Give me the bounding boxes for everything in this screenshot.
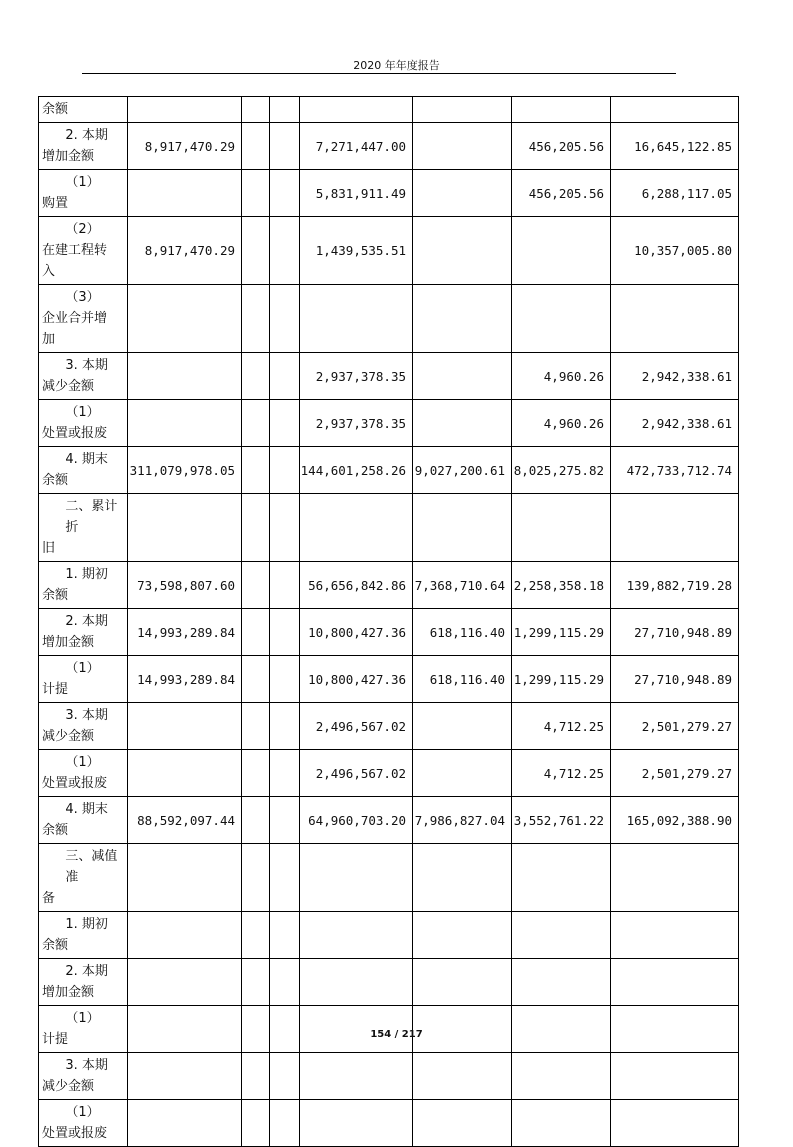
value-cell-c3 xyxy=(270,912,300,959)
value-cell-c4 xyxy=(300,959,413,1006)
row-label-line: 余额 xyxy=(42,588,69,603)
value-cell-c7: 139,882,719.28 xyxy=(611,562,739,609)
value-cell-c7 xyxy=(611,1053,739,1100)
value-cell-c1: 8,917,470.29 xyxy=(128,123,242,170)
value-cell-c4 xyxy=(300,1053,413,1100)
value-cell-c3 xyxy=(270,703,300,750)
value-cell-c5 xyxy=(413,123,512,170)
value-cell-c6 xyxy=(512,912,611,959)
table-row xyxy=(39,494,739,562)
value-cell-c6 xyxy=(512,1053,611,1100)
value-cell-c7: 165,092,388.90 xyxy=(611,797,739,844)
row-label xyxy=(39,97,128,123)
fixed-assets-table xyxy=(38,96,739,1147)
row-label-line: 余额 xyxy=(42,473,69,488)
value-cell-c6: 1,299,115.29 xyxy=(512,656,611,703)
value-cell-c5 xyxy=(413,912,512,959)
row-label-line: 在建工程转 xyxy=(42,243,108,258)
row-label-line: 1. 期初 xyxy=(65,567,108,582)
value-cell-c2 xyxy=(242,353,270,400)
row-label xyxy=(39,217,128,285)
row-label-line: 企业合并增 xyxy=(42,311,108,326)
table-row xyxy=(39,400,739,447)
value-cell-c6 xyxy=(512,97,611,123)
value-cell-c2 xyxy=(242,400,270,447)
page-header-title: 2020 年年度报告 xyxy=(353,59,440,72)
row-label-line: 加 xyxy=(42,332,56,347)
value-cell-c4: 2,496,567.02 xyxy=(300,750,413,797)
value-cell-c4 xyxy=(300,97,413,123)
value-cell-c2 xyxy=(242,494,270,562)
row-label-line: 2. 本期 xyxy=(65,964,108,979)
value-cell-c1 xyxy=(128,703,242,750)
row-label-line: 减少金额 xyxy=(42,729,95,744)
table-row xyxy=(39,562,739,609)
row-label-line: （1） xyxy=(65,1105,100,1120)
row-label-line: 余额 xyxy=(42,938,69,953)
value-cell-c6: 2,258,358.18 xyxy=(512,562,611,609)
value-cell-c7: 10,357,005.80 xyxy=(611,217,739,285)
value-cell-c2 xyxy=(242,1053,270,1100)
value-cell-c2 xyxy=(242,447,270,494)
row-label-line: 处置或报废 xyxy=(42,776,108,791)
row-label-line: 三、减值准 xyxy=(65,849,118,885)
row-label-line: 增加金额 xyxy=(42,985,95,1000)
row-label-line: 备 xyxy=(42,891,56,906)
table-row xyxy=(39,1053,739,1100)
table-row xyxy=(39,959,739,1006)
row-label xyxy=(39,400,128,447)
table-row xyxy=(39,912,739,959)
value-cell-c3 xyxy=(270,750,300,797)
row-label-line: 4. 期末 xyxy=(65,452,108,467)
value-cell-c2 xyxy=(242,562,270,609)
value-cell-c7: 472,733,712.74 xyxy=(611,447,739,494)
row-label xyxy=(39,656,128,703)
value-cell-c6: 4,712.25 xyxy=(512,750,611,797)
value-cell-c7: 2,942,338.61 xyxy=(611,400,739,447)
value-cell-c1: 88,592,097.44 xyxy=(128,797,242,844)
row-label-line: 处置或报废 xyxy=(42,1126,108,1141)
row-label-line: 1. 期初 xyxy=(65,917,108,932)
value-cell-c5: 7,986,827.04 xyxy=(413,797,512,844)
value-cell-c4: 2,937,378.35 xyxy=(300,353,413,400)
table-row xyxy=(39,353,739,400)
table-row xyxy=(39,750,739,797)
value-cell-c5 xyxy=(413,217,512,285)
table-row xyxy=(39,797,739,844)
value-cell-c3 xyxy=(270,1100,300,1147)
value-cell-c6: 1,299,115.29 xyxy=(512,609,611,656)
value-cell-c4: 144,601,258.26 xyxy=(300,447,413,494)
value-cell-c6 xyxy=(512,844,611,912)
table-row xyxy=(39,170,739,217)
value-cell-c1: 311,079,978.05 xyxy=(128,447,242,494)
row-label-line: 减少金额 xyxy=(42,379,95,394)
value-cell-c2 xyxy=(242,959,270,1006)
value-cell-c1 xyxy=(128,353,242,400)
value-cell-c1 xyxy=(128,170,242,217)
row-label-line: （1） xyxy=(65,405,100,420)
row-label xyxy=(39,447,128,494)
row-label xyxy=(39,912,128,959)
table-row xyxy=(39,844,739,912)
value-cell-c1 xyxy=(128,97,242,123)
row-label xyxy=(39,562,128,609)
value-cell-c3 xyxy=(270,97,300,123)
value-cell-c7: 27,710,948.89 xyxy=(611,656,739,703)
value-cell-c3 xyxy=(270,562,300,609)
row-label xyxy=(39,959,128,1006)
value-cell-c6: 456,205.56 xyxy=(512,170,611,217)
value-cell-c6 xyxy=(512,959,611,1006)
value-cell-c7: 2,942,338.61 xyxy=(611,353,739,400)
value-cell-c2 xyxy=(242,750,270,797)
value-cell-c7 xyxy=(611,1100,739,1147)
value-cell-c6 xyxy=(512,217,611,285)
value-cell-c5 xyxy=(413,1100,512,1147)
value-cell-c1 xyxy=(128,285,242,353)
row-label-line: 增加金额 xyxy=(42,635,95,650)
value-cell-c2 xyxy=(242,217,270,285)
value-cell-c7 xyxy=(611,912,739,959)
value-cell-c5 xyxy=(413,844,512,912)
value-cell-c4 xyxy=(300,1100,413,1147)
row-label-line: （1） xyxy=(65,661,100,676)
value-cell-c2 xyxy=(242,797,270,844)
value-cell-c2 xyxy=(242,844,270,912)
value-cell-c7: 16,645,122.85 xyxy=(611,123,739,170)
value-cell-c3 xyxy=(270,353,300,400)
value-cell-c1: 14,993,289.84 xyxy=(128,609,242,656)
row-label xyxy=(39,123,128,170)
row-label-line: 2. 本期 xyxy=(65,614,108,629)
value-cell-c4 xyxy=(300,494,413,562)
value-cell-c1: 14,993,289.84 xyxy=(128,656,242,703)
header-divider xyxy=(82,73,676,74)
value-cell-c4: 7,271,447.00 xyxy=(300,123,413,170)
value-cell-c3 xyxy=(270,959,300,1006)
value-cell-c3 xyxy=(270,217,300,285)
table-row xyxy=(39,703,739,750)
row-label-line: 4. 期末 xyxy=(65,802,108,817)
page-number: 154 / 217 xyxy=(370,1029,423,1040)
value-cell-c4: 2,496,567.02 xyxy=(300,703,413,750)
table-row xyxy=(39,609,739,656)
value-cell-c7: 6,288,117.05 xyxy=(611,170,739,217)
value-cell-c6: 456,205.56 xyxy=(512,123,611,170)
value-cell-c4 xyxy=(300,285,413,353)
row-label xyxy=(39,797,128,844)
row-label xyxy=(39,1100,128,1147)
value-cell-c5 xyxy=(413,97,512,123)
value-cell-c7 xyxy=(611,959,739,1006)
value-cell-c7: 2,501,279.27 xyxy=(611,703,739,750)
row-label xyxy=(39,494,128,562)
table-body xyxy=(39,97,739,1147)
table-row xyxy=(39,1100,739,1147)
row-label-line: 处置或报废 xyxy=(42,426,108,441)
value-cell-c6 xyxy=(512,1100,611,1147)
value-cell-c5 xyxy=(413,703,512,750)
value-cell-c5 xyxy=(413,750,512,797)
row-label-line: 余额 xyxy=(42,102,69,117)
value-cell-c4: 1,439,535.51 xyxy=(300,217,413,285)
value-cell-c5: 7,368,710.64 xyxy=(413,562,512,609)
value-cell-c5 xyxy=(413,353,512,400)
value-cell-c6: 8,025,275.82 xyxy=(512,447,611,494)
value-cell-c1 xyxy=(128,844,242,912)
row-label-line: 3. 本期 xyxy=(65,708,108,723)
value-cell-c3 xyxy=(270,400,300,447)
value-cell-c3 xyxy=(270,656,300,703)
value-cell-c1 xyxy=(128,494,242,562)
value-cell-c3 xyxy=(270,170,300,217)
row-label-line: 余额 xyxy=(42,823,69,838)
value-cell-c5: 618,116.40 xyxy=(413,656,512,703)
value-cell-c1 xyxy=(128,1100,242,1147)
value-cell-c5 xyxy=(413,285,512,353)
value-cell-c6 xyxy=(512,494,611,562)
row-label-line: 旧 xyxy=(42,541,56,556)
value-cell-c3 xyxy=(270,844,300,912)
value-cell-c4: 5,831,911.49 xyxy=(300,170,413,217)
value-cell-c6 xyxy=(512,285,611,353)
table-row xyxy=(39,656,739,703)
value-cell-c3 xyxy=(270,285,300,353)
row-label-line: 减少金额 xyxy=(42,1079,95,1094)
value-cell-c2 xyxy=(242,656,270,703)
value-cell-c2 xyxy=(242,609,270,656)
value-cell-c1 xyxy=(128,1053,242,1100)
value-cell-c7 xyxy=(611,494,739,562)
row-label-line: 2. 本期 xyxy=(65,128,108,143)
row-label-line: 计提 xyxy=(42,682,69,697)
value-cell-c6: 3,552,761.22 xyxy=(512,797,611,844)
value-cell-c6: 4,712.25 xyxy=(512,703,611,750)
value-cell-c1 xyxy=(128,959,242,1006)
value-cell-c3 xyxy=(270,447,300,494)
row-label xyxy=(39,353,128,400)
row-label-line: （3） xyxy=(65,290,100,305)
row-label-line: （2） xyxy=(65,222,100,237)
table-row xyxy=(39,123,739,170)
row-label-line: 购置 xyxy=(42,196,69,211)
table-row xyxy=(39,217,739,285)
value-cell-c4: 10,800,427.36 xyxy=(300,656,413,703)
table-row xyxy=(39,447,739,494)
table-row xyxy=(39,97,739,123)
value-cell-c5 xyxy=(413,400,512,447)
value-cell-c7 xyxy=(611,97,739,123)
value-cell-c2 xyxy=(242,123,270,170)
value-cell-c1 xyxy=(128,750,242,797)
row-label xyxy=(39,170,128,217)
value-cell-c2 xyxy=(242,703,270,750)
value-cell-c2 xyxy=(242,97,270,123)
value-cell-c1: 8,917,470.29 xyxy=(128,217,242,285)
value-cell-c5: 618,116.40 xyxy=(413,609,512,656)
row-label-line: 3. 本期 xyxy=(65,1058,108,1073)
row-label-line: （1） xyxy=(65,1011,100,1026)
row-label-line: （1） xyxy=(65,175,100,190)
value-cell-c4 xyxy=(300,912,413,959)
value-cell-c2 xyxy=(242,912,270,959)
value-cell-c3 xyxy=(270,494,300,562)
value-cell-c1 xyxy=(128,400,242,447)
row-label-line: 入 xyxy=(42,264,56,279)
value-cell-c1: 73,598,807.60 xyxy=(128,562,242,609)
value-cell-c4 xyxy=(300,844,413,912)
value-cell-c5: 9,027,200.61 xyxy=(413,447,512,494)
row-label xyxy=(39,285,128,353)
value-cell-c4: 64,960,703.20 xyxy=(300,797,413,844)
value-cell-c6: 4,960.26 xyxy=(512,353,611,400)
row-label-line: 3. 本期 xyxy=(65,358,108,373)
value-cell-c2 xyxy=(242,170,270,217)
row-label xyxy=(39,703,128,750)
row-label xyxy=(39,750,128,797)
value-cell-c5 xyxy=(413,959,512,1006)
row-label xyxy=(39,1053,128,1100)
row-label-line: 增加金额 xyxy=(42,149,95,164)
row-label-line: 计提 xyxy=(42,1032,69,1047)
value-cell-c7: 2,501,279.27 xyxy=(611,750,739,797)
value-cell-c1 xyxy=(128,912,242,959)
row-label-line: 二、累计折 xyxy=(65,499,118,535)
row-label xyxy=(39,844,128,912)
value-cell-c4: 56,656,842.86 xyxy=(300,562,413,609)
value-cell-c5 xyxy=(413,1053,512,1100)
value-cell-c5 xyxy=(413,494,512,562)
value-cell-c6: 4,960.26 xyxy=(512,400,611,447)
value-cell-c7: 27,710,948.89 xyxy=(611,609,739,656)
value-cell-c2 xyxy=(242,1100,270,1147)
value-cell-c3 xyxy=(270,797,300,844)
value-cell-c7 xyxy=(611,844,739,912)
value-cell-c5 xyxy=(413,170,512,217)
table-row xyxy=(39,285,739,353)
value-cell-c7 xyxy=(611,285,739,353)
row-label-line: （1） xyxy=(65,755,100,770)
row-label xyxy=(39,609,128,656)
value-cell-c2 xyxy=(242,285,270,353)
value-cell-c3 xyxy=(270,609,300,656)
value-cell-c4: 2,937,378.35 xyxy=(300,400,413,447)
value-cell-c3 xyxy=(270,123,300,170)
value-cell-c3 xyxy=(270,1053,300,1100)
value-cell-c4: 10,800,427.36 xyxy=(300,609,413,656)
